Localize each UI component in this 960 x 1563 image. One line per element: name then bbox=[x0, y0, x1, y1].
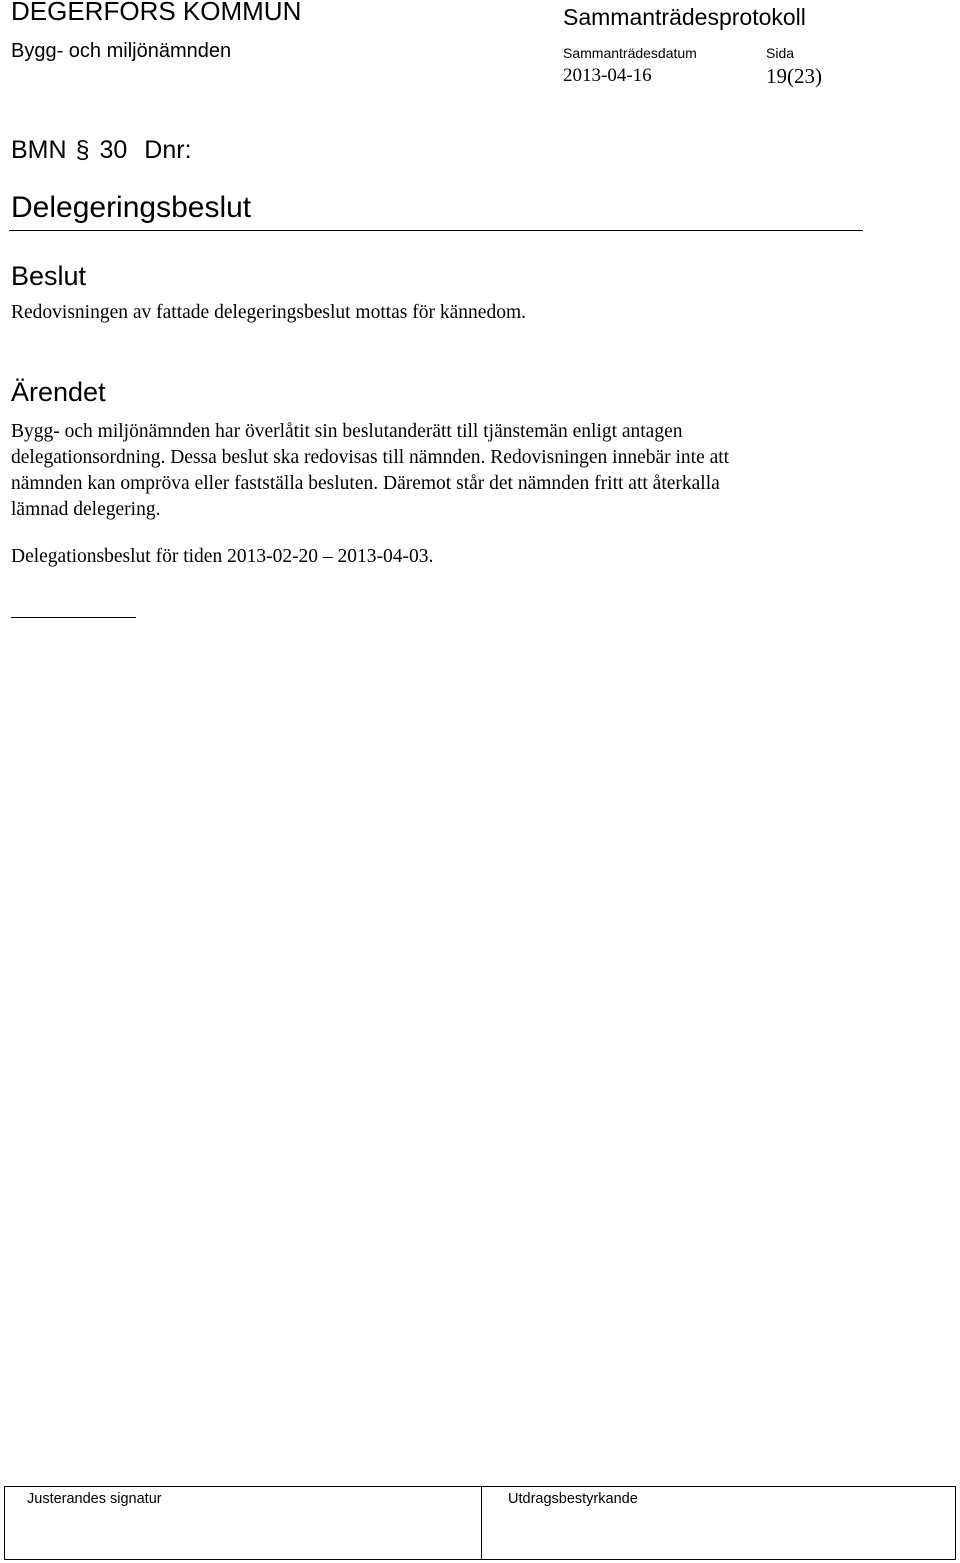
case-number: 30 bbox=[99, 136, 128, 164]
case-reference bbox=[11, 136, 192, 165]
document-type: Sammanträdesprotokoll bbox=[563, 4, 806, 30]
footnote-divider bbox=[11, 617, 136, 618]
title-divider bbox=[9, 230, 863, 231]
meeting-date: 2013-04-16 bbox=[563, 65, 652, 86]
matter-line: delegationsordning. Dessa beslut ska redovisas till nämnden. Redovisningen innebär inte att bbox=[11, 447, 730, 468]
dnr-label: Dnr: bbox=[144, 136, 192, 164]
matter-heading: Ärendet bbox=[11, 377, 106, 407]
decision-heading: Beslut bbox=[11, 261, 87, 291]
matter-line: nämnden kan ompröva eller fastställa besluten. Däremot står det nämnden fritt att återkalla bbox=[11, 473, 720, 494]
organization-name: DEGERFORS KOMMUN bbox=[11, 0, 302, 26]
committee-name: Bygg- och miljönämnden bbox=[11, 40, 232, 62]
certification-label: Utdragsbestyrkande bbox=[508, 1491, 638, 1507]
case-prefix: BMN bbox=[11, 136, 67, 164]
matter-body bbox=[11, 419, 871, 523]
signature-box-divider bbox=[481, 1487, 482, 1559]
period-text: Delegationsbeslut för tiden 2013-02-20 – 2013-04-03. bbox=[11, 546, 434, 567]
meeting-date-label: Sammanträdesdatum bbox=[563, 45, 697, 61]
matter-line: lämnad delegering. bbox=[11, 499, 161, 520]
matter-line: Bygg- och miljönämnden har överlåtit sin beslutanderätt till tjänstemän enligt antagen bbox=[11, 421, 683, 442]
page-number: 19(23) bbox=[766, 64, 822, 88]
page-label: Sida bbox=[766, 45, 795, 61]
page-title: Delegeringsbeslut bbox=[11, 191, 252, 224]
signature-box bbox=[4, 1486, 956, 1560]
section-symbol: § bbox=[75, 136, 90, 164]
signature-label: Justerandes signatur bbox=[27, 1491, 162, 1507]
decision-text: Redovisningen av fattade delegeringsbeslut mottas för kännedom. bbox=[11, 302, 526, 323]
